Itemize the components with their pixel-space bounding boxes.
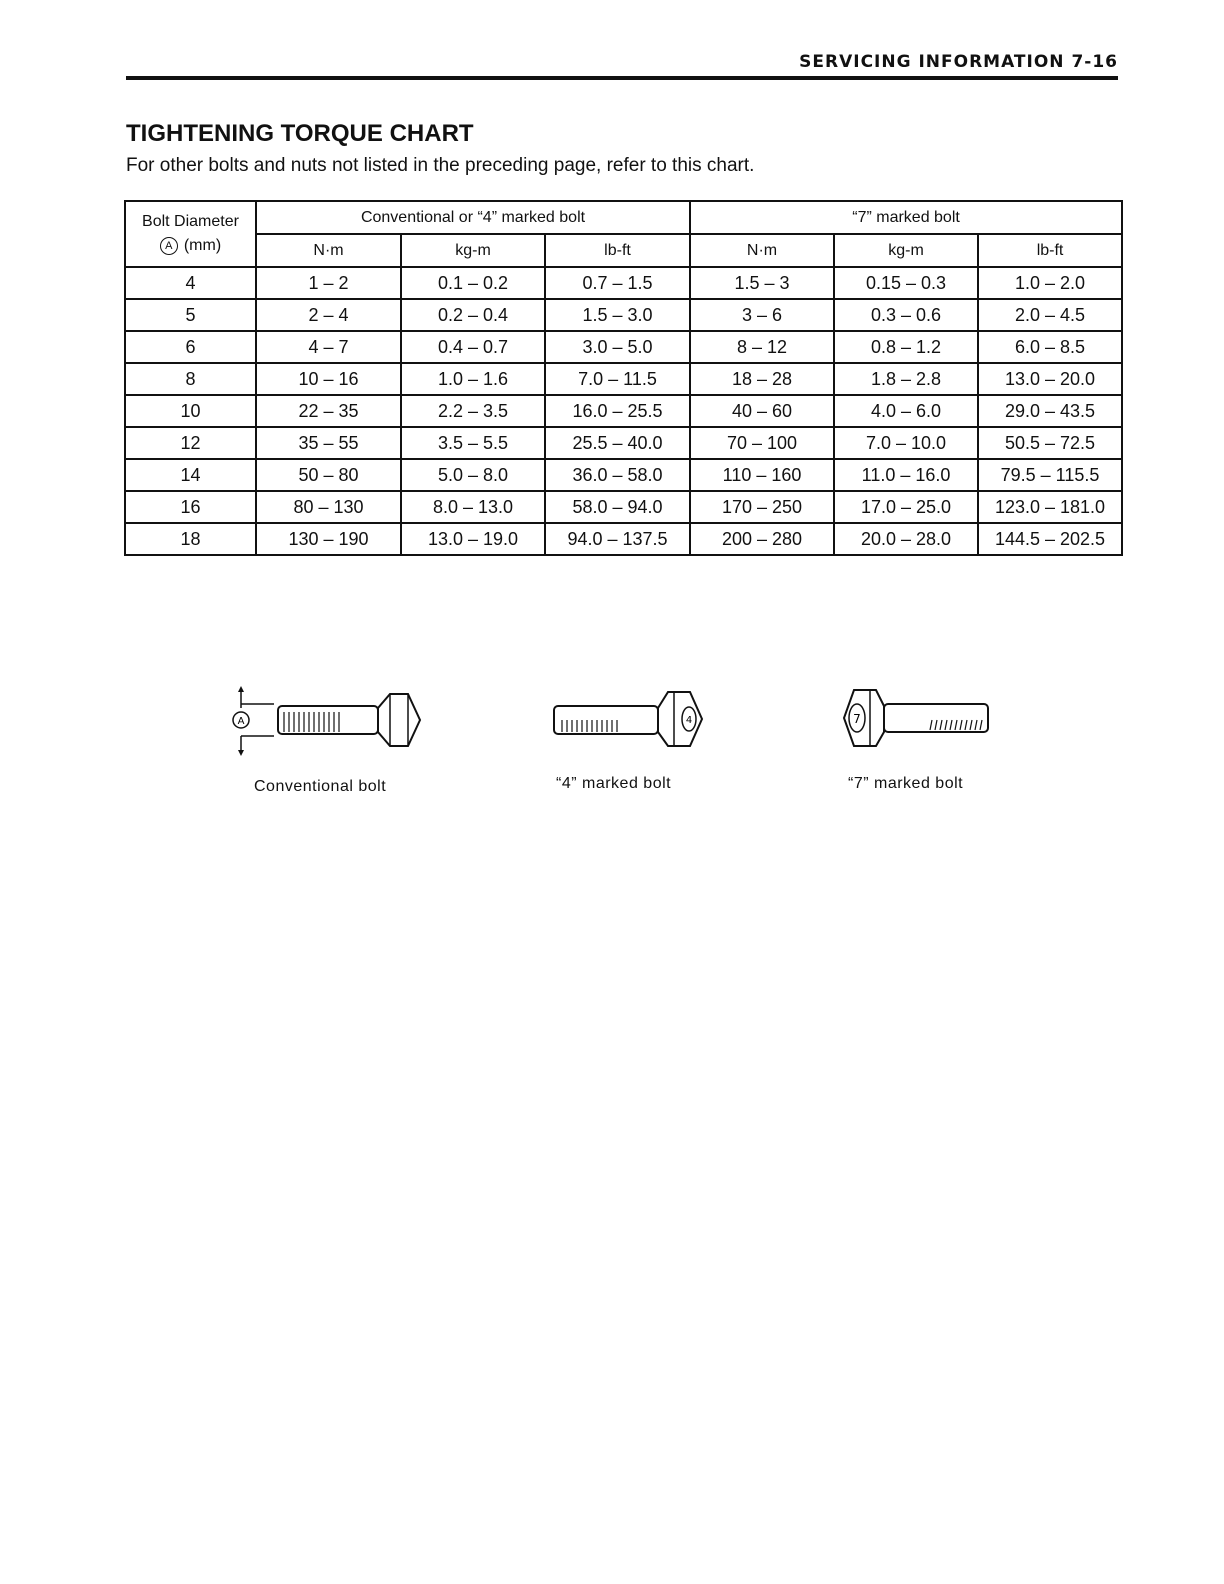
- torque-value-cell: 0.1 – 0.2: [401, 267, 545, 299]
- bolt-diameter-cell: 4: [125, 267, 256, 299]
- conventional-group-header: Conventional or “4” marked bolt: [256, 201, 690, 234]
- torque-value-cell: 35 – 55: [256, 427, 401, 459]
- torque-value-cell: 17.0 – 25.0: [834, 491, 978, 523]
- torque-value-cell: 20.0 – 28.0: [834, 523, 978, 555]
- torque-value-cell: 50 – 80: [256, 459, 401, 491]
- torque-value-cell: 40 – 60: [690, 395, 834, 427]
- bolt-diameter-cell: 10: [125, 395, 256, 427]
- torque-value-cell: 123.0 – 181.0: [978, 491, 1122, 523]
- torque-value-cell: 200 – 280: [690, 523, 834, 555]
- torque-value-cell: 3 – 6: [690, 299, 834, 331]
- seven-marked-bolt-caption: “7” marked bolt: [848, 775, 964, 792]
- torque-value-cell: 29.0 – 43.5: [978, 395, 1122, 427]
- unit-header: kg-m: [401, 234, 545, 267]
- head-mark-4: 4: [685, 715, 693, 726]
- torque-value-cell: 25.5 – 40.0: [545, 427, 690, 459]
- torque-value-cell: 11.0 – 16.0: [834, 459, 978, 491]
- header-rule: [126, 76, 1118, 80]
- torque-value-cell: 1.5 – 3.0: [545, 299, 690, 331]
- unit-header: lb-ft: [545, 234, 690, 267]
- running-head: SERVICING INFORMATION 7-16: [799, 52, 1118, 72]
- unit-header: N·m: [256, 234, 401, 267]
- torque-value-cell: 2 – 4: [256, 299, 401, 331]
- bolt-diameter-header: [125, 201, 256, 267]
- table-row: [125, 267, 1122, 299]
- torque-value-cell: 80 – 130: [256, 491, 401, 523]
- torque-value-cell: 18 – 28: [690, 363, 834, 395]
- torque-value-cell: 8.0 – 13.0: [401, 491, 545, 523]
- torque-value-cell: 2.0 – 4.5: [978, 299, 1122, 331]
- torque-value-cell: 4 – 7: [256, 331, 401, 363]
- head-mark-7: 7: [853, 712, 861, 726]
- table-row: [125, 427, 1122, 459]
- bolt-diameter-cell: 18: [125, 523, 256, 555]
- table-row: [125, 523, 1122, 555]
- four-marked-bolt-caption: “4” marked bolt: [556, 775, 672, 792]
- torque-value-cell: 0.8 – 1.2: [834, 331, 978, 363]
- torque-value-cell: 1.8 – 2.8: [834, 363, 978, 395]
- torque-value-cell: 6.0 – 8.5: [978, 331, 1122, 363]
- conventional-bolt-figure: [226, 684, 431, 760]
- torque-value-cell: 13.0 – 20.0: [978, 363, 1122, 395]
- torque-value-cell: 0.15 – 0.3: [834, 267, 978, 299]
- bolt-diameter-cell: 16: [125, 491, 256, 523]
- bolt-diameter-cell: 6: [125, 331, 256, 363]
- table-row: [125, 459, 1122, 491]
- bolt-diameter-cell: 12: [125, 427, 256, 459]
- table-row: [125, 363, 1122, 395]
- page-title: TIGHTENING TORQUE CHART: [126, 120, 474, 147]
- unit-header: N·m: [690, 234, 834, 267]
- torque-value-cell: 10 – 16: [256, 363, 401, 395]
- torque-value-cell: 16.0 – 25.5: [545, 395, 690, 427]
- torque-value-cell: 58.0 – 94.0: [545, 491, 690, 523]
- torque-value-cell: 1.5 – 3: [690, 267, 834, 299]
- torque-value-cell: 1 – 2: [256, 267, 401, 299]
- table-row: [125, 395, 1122, 427]
- bolt-diameter-cell: 8: [125, 363, 256, 395]
- table-group-header-row: [125, 201, 1122, 234]
- torque-value-cell: 70 – 100: [690, 427, 834, 459]
- torque-value-cell: 2.2 – 3.5: [401, 395, 545, 427]
- torque-value-cell: 110 – 160: [690, 459, 834, 491]
- page-subtitle: For other bolts and nuts not listed in the preceding page, refer to this chart.: [126, 155, 755, 176]
- torque-value-cell: 79.5 – 115.5: [978, 459, 1122, 491]
- torque-value-cell: 7.0 – 11.5: [545, 363, 690, 395]
- torque-value-cell: 13.0 – 19.0: [401, 523, 545, 555]
- unit-header: lb-ft: [978, 234, 1122, 267]
- four-marked-bolt-figure: [548, 686, 708, 752]
- torque-value-cell: 1.0 – 2.0: [978, 267, 1122, 299]
- torque-value-cell: 4.0 – 6.0: [834, 395, 978, 427]
- unit-header: kg-m: [834, 234, 978, 267]
- torque-value-cell: 3.5 – 5.5: [401, 427, 545, 459]
- torque-value-cell: 0.7 – 1.5: [545, 267, 690, 299]
- torque-value-cell: 170 – 250: [690, 491, 834, 523]
- dimension-a-label: A: [237, 716, 245, 727]
- torque-value-cell: 5.0 – 8.0: [401, 459, 545, 491]
- torque-value-cell: 0.2 – 0.4: [401, 299, 545, 331]
- torque-table-body: [125, 267, 1122, 555]
- bolt-diameter-unit: (mm): [183, 237, 222, 254]
- torque-value-cell: 1.0 – 1.6: [401, 363, 545, 395]
- bolt-diameter-cell: 14: [125, 459, 256, 491]
- torque-value-cell: 36.0 – 58.0: [545, 459, 690, 491]
- bolt-diameter-label: Bolt Diameter: [142, 213, 239, 230]
- torque-value-cell: 144.5 – 202.5: [978, 523, 1122, 555]
- torque-value-cell: 0.4 – 0.7: [401, 331, 545, 363]
- torque-value-cell: 3.0 – 5.0: [545, 331, 690, 363]
- table-row: [125, 491, 1122, 523]
- torque-value-cell: 50.5 – 72.5: [978, 427, 1122, 459]
- table-unit-header-row: [125, 234, 1122, 267]
- table-row: [125, 299, 1122, 331]
- bolt-diameter-cell: 5: [125, 299, 256, 331]
- torque-value-cell: 7.0 – 10.0: [834, 427, 978, 459]
- torque-value-cell: 130 – 190: [256, 523, 401, 555]
- torque-value-cell: 94.0 – 137.5: [545, 523, 690, 555]
- table-row: [125, 331, 1122, 363]
- torque-table: [124, 200, 1123, 556]
- torque-value-cell: 22 – 35: [256, 395, 401, 427]
- seven-marked-group-header: “7” marked bolt: [690, 201, 1122, 234]
- torque-value-cell: 8 – 12: [690, 331, 834, 363]
- torque-value-cell: 0.3 – 0.6: [834, 299, 978, 331]
- dimension-a-marker: A: [160, 237, 178, 255]
- seven-marked-bolt-figure: [840, 684, 996, 754]
- conventional-bolt-caption: Conventional bolt: [254, 778, 387, 795]
